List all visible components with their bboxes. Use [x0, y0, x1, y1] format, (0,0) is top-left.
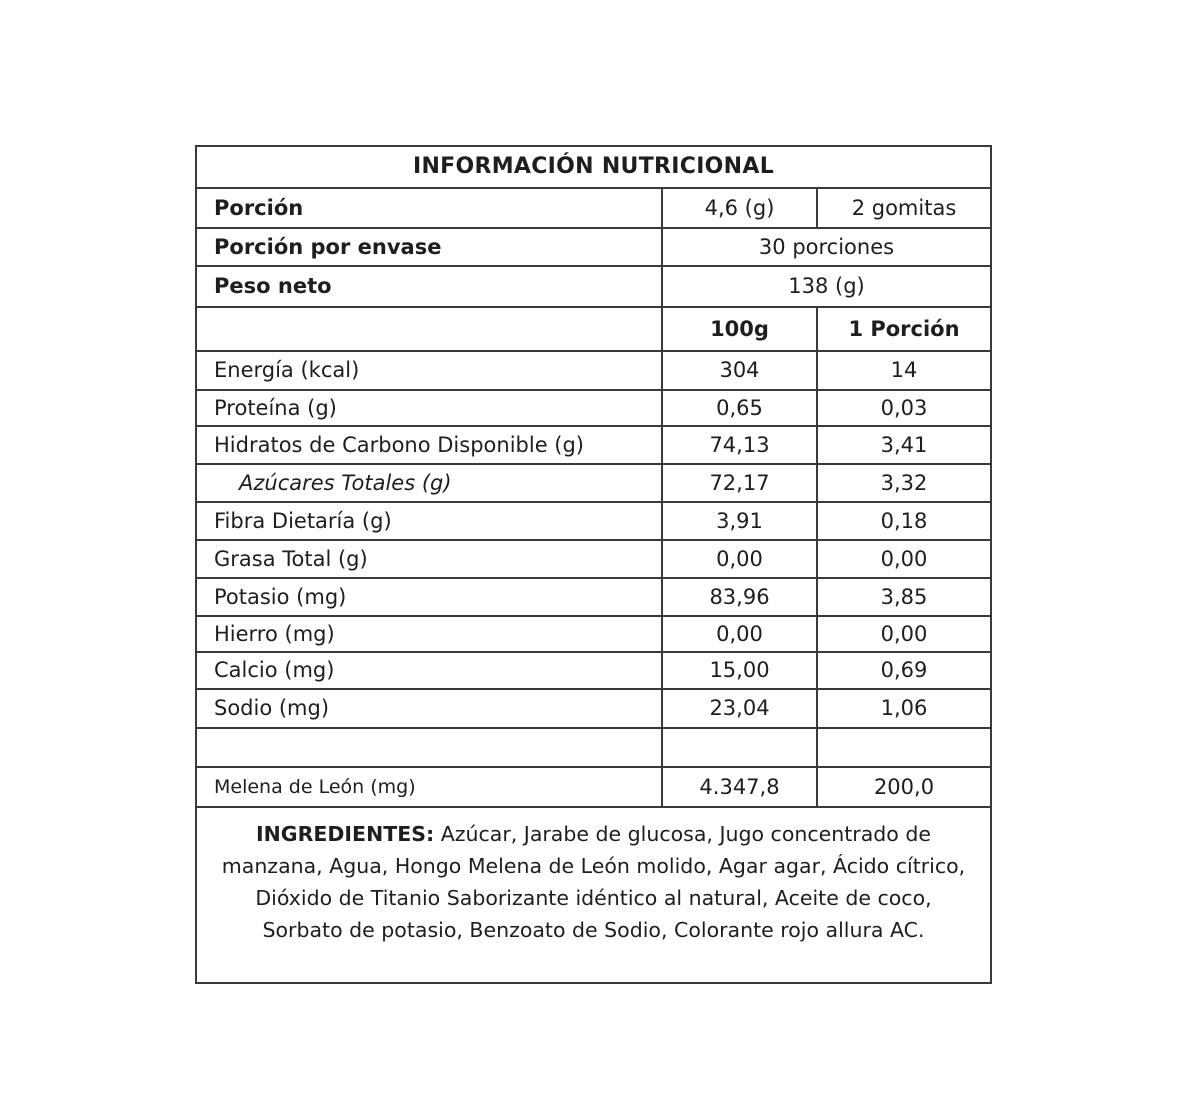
nutrient-name: Energía (kcal): [197, 351, 662, 390]
nutrient-name: Hidratos de Carbono Disponible (g): [197, 426, 662, 464]
nutrient-row: [197, 502, 990, 540]
extra-per-serving: 200,0: [817, 767, 990, 806]
nutrient-per-100g: 74,13: [662, 426, 817, 464]
nutrient-row: [197, 616, 990, 652]
nutrient-per-serving: 0,00: [817, 616, 990, 652]
column-header-row: [197, 307, 990, 351]
serving-units: 2 gomitas: [817, 188, 990, 228]
nutrient-row: [197, 540, 990, 578]
column-header-blank: [197, 307, 662, 351]
nutrient-per-100g: 304: [662, 351, 817, 390]
serving-row: [197, 188, 990, 228]
nutrient-row: [197, 689, 990, 728]
nutrient-per-100g: 72,17: [662, 464, 817, 502]
nutrient-per-100g: 0,00: [662, 540, 817, 578]
ingredients-text: Azúcar, Jarabe de glucosa, Jugo concentrado de manzana, Agua, Hongo Melena de León molido, Agar agar, Ácido cítrico, Dióxido de Titanio Saborizante idéntico al natural, Aceite de coco, Sorbato de potasio, Benzoato de Sodio, Colorante rojo allura AC.: [221, 822, 966, 942]
extra-per-100g: 4.347,8: [662, 767, 817, 806]
nutrient-per-100g: 0,00: [662, 616, 817, 652]
nutrient-per-serving: 3,85: [817, 578, 990, 616]
nutrient-row: [197, 351, 990, 390]
nutrient-per-100g: 23,04: [662, 689, 817, 728]
blank-cell: [817, 728, 990, 767]
nutrient-row: [197, 426, 990, 464]
nutrient-row: [197, 652, 990, 689]
nutrient-name: Proteína (g): [197, 390, 662, 426]
servings-per-container-row: [197, 228, 990, 266]
nutrient-name: Sodio (mg): [197, 689, 662, 728]
serving-grams: 4,6 (g): [662, 188, 817, 228]
blank-row: [197, 728, 990, 767]
nutrient-name: Grasa Total (g): [197, 540, 662, 578]
label-title: INFORMACIÓN NUTRICIONAL: [412, 154, 775, 179]
serving-label: Porción: [197, 188, 662, 228]
nutrient-name: Potasio (mg): [197, 578, 662, 616]
nutrient-name: Azúcares Totales (g): [197, 464, 662, 502]
blank-cell: [197, 728, 662, 767]
column-header-serving: 1 Porción: [817, 307, 990, 351]
nutrient-per-100g: 0,65: [662, 390, 817, 426]
nutrient-per-serving: 0,00: [817, 540, 990, 578]
nutrient-row: [197, 390, 990, 426]
nutrient-name: Calcio (mg): [197, 652, 662, 689]
nutrient-per-100g: 83,96: [662, 578, 817, 616]
net-weight-row: [197, 266, 990, 307]
nutrient-name: Fibra Dietaría (g): [197, 502, 662, 540]
extra-ingredient-row: [197, 767, 990, 806]
net-weight-value: 138 (g): [662, 266, 990, 307]
ingredients-block: [197, 806, 990, 946]
net-weight-label: Peso neto: [197, 266, 662, 307]
nutrient-per-serving: 3,41: [817, 426, 990, 464]
nutrient-per-100g: 3,91: [662, 502, 817, 540]
nutrient-per-serving: 14: [817, 351, 990, 390]
nutrition-table: [197, 147, 990, 806]
nutrient-per-serving: 0,69: [817, 652, 990, 689]
title-row: [197, 147, 990, 188]
nutrient-per-100g: 15,00: [662, 652, 817, 689]
nutrient-name: Hierro (mg): [197, 616, 662, 652]
nutrient-row: [197, 578, 990, 616]
nutrient-row-sub: [197, 464, 990, 502]
nutrient-per-serving: 3,32: [817, 464, 990, 502]
nutrient-per-serving: 0,18: [817, 502, 990, 540]
nutrition-facts-label: [195, 145, 992, 984]
nutrient-per-serving: 1,06: [817, 689, 990, 728]
column-header-100g: 100g: [662, 307, 817, 351]
servings-per-container-label: Porción por envase: [197, 228, 662, 266]
extra-ingredient-name: Melena de León (mg): [197, 767, 662, 806]
ingredients-label: INGREDIENTES:: [256, 822, 435, 846]
nutrient-per-serving: 0,03: [817, 390, 990, 426]
blank-cell: [662, 728, 817, 767]
servings-per-container-value: 30 porciones: [662, 228, 990, 266]
